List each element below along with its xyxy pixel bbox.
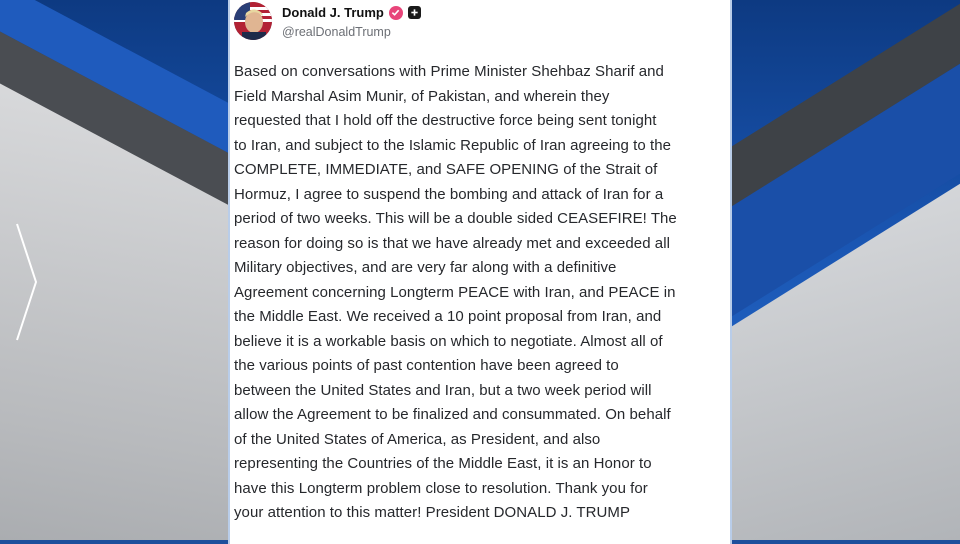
post-header bbox=[234, 2, 714, 42]
chevron-right-icon bbox=[14, 222, 40, 342]
social-post-card bbox=[228, 0, 732, 544]
author-handle[interactable]: @realDonaldTrump bbox=[282, 25, 391, 39]
verified-badge-icon bbox=[389, 6, 403, 20]
post-body-text: Based on conversations with Prime Minister Shehbaz Sharif and Field Marshal Asim Munir, of Pakistan, and wherein they requested that I hold off the destructive force being sent tonight to Iran, and subject to the Islamic Republic of Iran agreeing to the COMPLETE, IMMEDIATE, and SAFE OPENING of the Strait of Hormuz, I agree to suspend the bombing and attack of Iran for a period of two weeks. This will be a double sided CEASEFIRE! The reason for doing so is that we have already met and exceeded all Military objectives, and are very far along with a definitive Agreement concerning Longterm PEACE with Iran, and PEACE in the Middle East. We received a 10 point proposal from Iran, and believe it is a workable basis on which to negotiate. Almost all of the various points of past contention have been agreed to between the United States and Iran, but a two week period will allow the Agreement to be finalized and consummated. On behalf of the United States of America, as President, and also representing the Countries of the Middle East, it is an Honor to have this Longterm problem close to resolution. Thank you for your attention to this matter! President DONALD J. TRUMP bbox=[234, 63, 677, 521]
profile-photo-icon bbox=[234, 2, 272, 40]
author-row bbox=[282, 5, 421, 20]
avatar[interactable] bbox=[234, 2, 272, 40]
plus-icon[interactable] bbox=[408, 6, 421, 19]
author-name[interactable]: Donald J. Trump bbox=[282, 5, 384, 20]
